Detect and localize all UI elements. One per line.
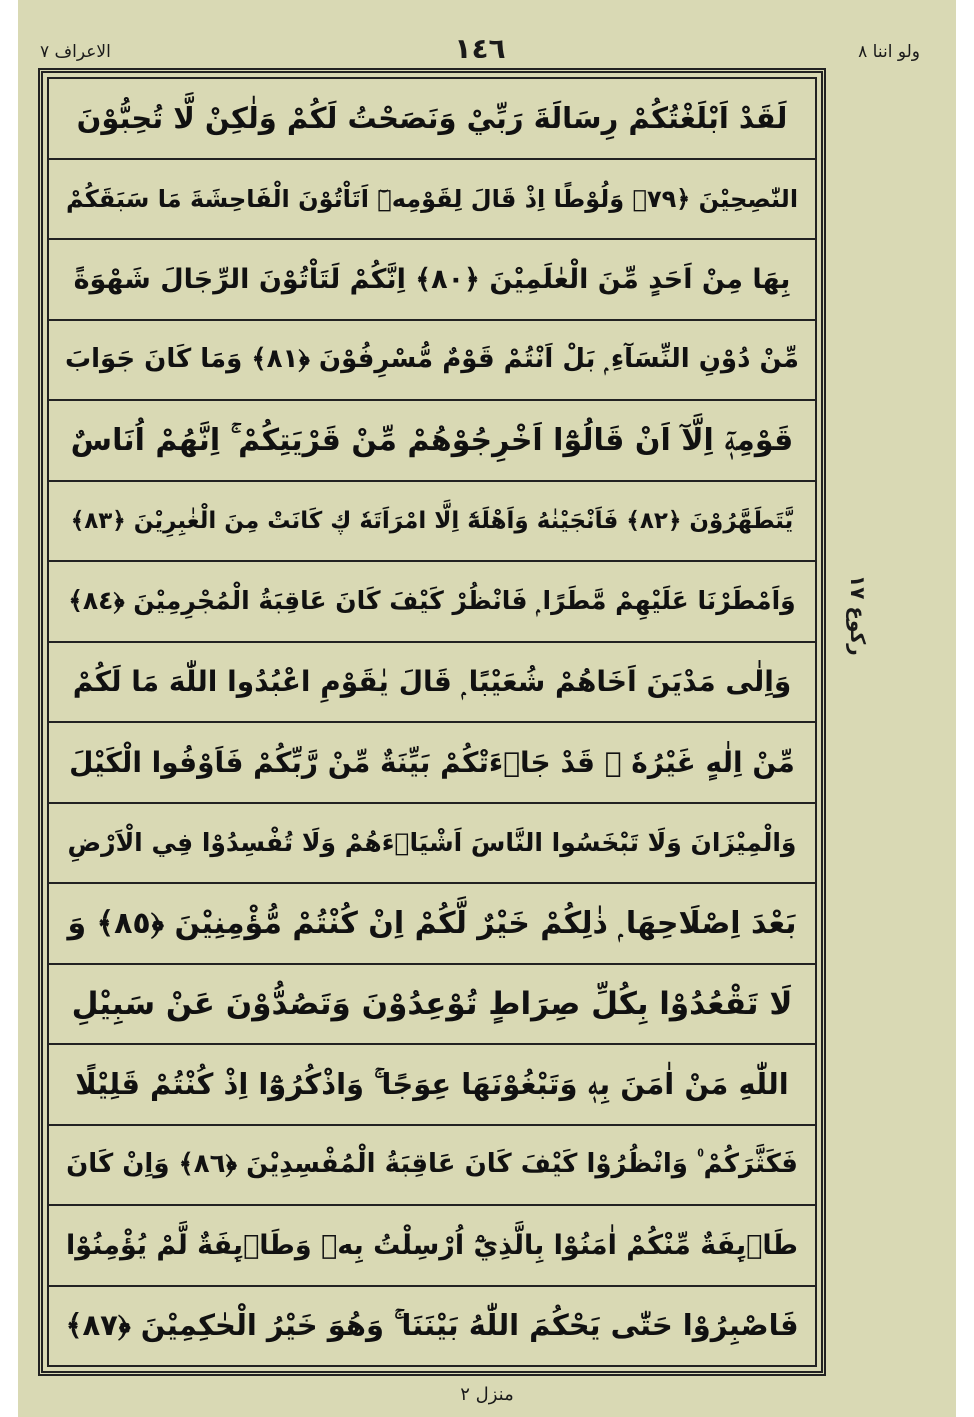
text-line	[49, 482, 815, 563]
line-text: قَوْمِهٖٓ اِلَّآ اَنْ قَالُوْٓا اَخْرِجُوْهُمْ مِّنْ قَرْيَتِكُمْ ۚ اِنَّهُمْ اُنَاسٌ	[70, 422, 794, 458]
line-text: النّٰصِحِيْنَ ﴿٧٩﴾ وَلُوْطًا اِذْ قَالَ لِقَوْمِهٖٓ اَتَاْتُوْنَ الْفَاحِشَةَ مَا سَبَقَكُمْ	[65, 184, 799, 213]
text-line	[49, 965, 815, 1046]
text-line	[49, 804, 815, 885]
text-line	[49, 884, 815, 965]
surah-name: الاعراف ٧	[40, 42, 111, 62]
line-text: وَالْمِيْزَانَ وَلَا تَبْخَسُوا النَّاسَ اَشْيَاۗءَهُمْ وَلَا تُفْسِدُوْا فِي الْاَرْضِ	[67, 828, 797, 858]
line-text: لَا تَقْعُدُوْا بِكُلِّ صِرَاطٍ تُوْعِدُوْنَ وَتَصُدُّوْنَ عَنْ سَبِيْلِ	[71, 985, 793, 1022]
line-text: بَعْدَ اِصْلَاحِهَا ۭ ذٰلِكُمْ خَيْرٌ لَّكُمْ اِنْ كُنْتُمْ مُّؤْمِنِيْنَ ﴿٨٥﴾ وَ	[67, 905, 797, 941]
text-line	[49, 1206, 815, 1287]
line-text: فَكَثَّرَكُمْ ۠ وَانْظُرُوْا كَيْفَ كَانَ عَاقِبَةُ الْمُفْسِدِيْنَ ﴿٨٦﴾ وَاِنْ كَانَ	[66, 1149, 798, 1180]
text-line	[49, 321, 815, 402]
text-line	[49, 401, 815, 482]
page-header	[40, 30, 920, 70]
text-line	[49, 1126, 815, 1207]
line-text: لَقَدْ اَبْلَغْتُكُمْ رِسَالَةَ رَبِّيْ وَنَصَحْتُ لَكُمْ وَلٰكِنْ لَّا تُحِبُّوْنَ	[76, 101, 788, 136]
text-line	[49, 723, 815, 804]
text-line	[49, 562, 815, 643]
text-line	[49, 1287, 815, 1366]
text-frame	[38, 68, 826, 1376]
line-text: فَاصْبِرُوْا حَتّٰى يَحْكُمَ اللّٰهُ بَيْنَنَا ۚ وَهُوَ خَيْرُ الْحٰكِمِيْنَ ﴿٨٧﴾	[65, 1308, 799, 1343]
line-text: اللّٰهِ مَنْ اٰمَنَ بِهٖ وَتَبْغُوْنَهَا عِوَجًا ۚ وَاذْكُرُوْٓا اِذْ كُنْتُمْ قَلِيْلًا	[75, 1066, 789, 1101]
text-line	[49, 643, 815, 724]
ruku-margin-note: ركوع ١٧	[846, 575, 870, 656]
text-lines	[47, 77, 817, 1367]
line-text: بِهَا مِنْ اَحَدٍ مِّنَ الْعٰلَمِيْنَ ﴿٨٠﴾ اِنَّكُمْ لَتَاْتُوْنَ الرِّجَالَ شَهْوَةً	[73, 263, 791, 295]
line-text: يَّتَطَهَّرُوْنَ ﴿٨٢﴾ فَاَنْجَيْنٰهُ وَاَهْلَهٗٓ اِلَّا امْرَاَتَهٗ ڮ كَانَتْ مِنَ الْغٰبِرِيْنَ ﴿٨٣﴾	[70, 507, 794, 534]
line-text: طَاۗىِٕفَةٌ مِّنْكُمْ اٰمَنُوْا بِالَّذِيْٓ اُرْسِلْتُ بِهٖ وَطَاۗىِٕفَةٌ لَّمْ يُؤْمِنُوْا	[66, 1229, 798, 1261]
text-line	[49, 240, 815, 321]
page-number: ١٤٦	[454, 32, 506, 65]
manzil-footer: منزل ٢	[460, 1384, 514, 1405]
line-text: وَاَمْطَرْنَا عَلَيْهِمْ مَّطَرًا ۭ فَانْظُرْ كَيْفَ كَانَ عَاقِبَةُ الْمُجْرِمِيْنَ ﴿٨٤﴾	[68, 586, 796, 616]
juz-name: ولو اننا ٨	[858, 42, 920, 62]
line-text: مِّنْ دُوْنِ النِّسَآءِ ۭ بَلْ اَنْتُمْ قَوْمٌ مُّسْرِفُوْنَ ﴿٨١﴾ وَمَا كَانَ جَوَابَ	[65, 344, 799, 375]
line-text: مِّنْ اِلٰهٍ غَيْرُهٗ ۭ قَدْ جَاۗءَتْكُمْ بَيِّنَةٌ مِّنْ رَّبِّكُمْ فَاَوْفُوا الْكَيْلَ	[69, 745, 795, 779]
line-text: وَاِلٰى مَدْيَنَ اَخَاهُمْ شُعَيْبًا ۭ قَالَ يٰقَوْمِ اعْبُدُوا اللّٰهَ مَا لَكُمْ	[72, 664, 792, 698]
text-line	[49, 1045, 815, 1126]
text-line	[49, 160, 815, 241]
text-line	[49, 79, 815, 160]
